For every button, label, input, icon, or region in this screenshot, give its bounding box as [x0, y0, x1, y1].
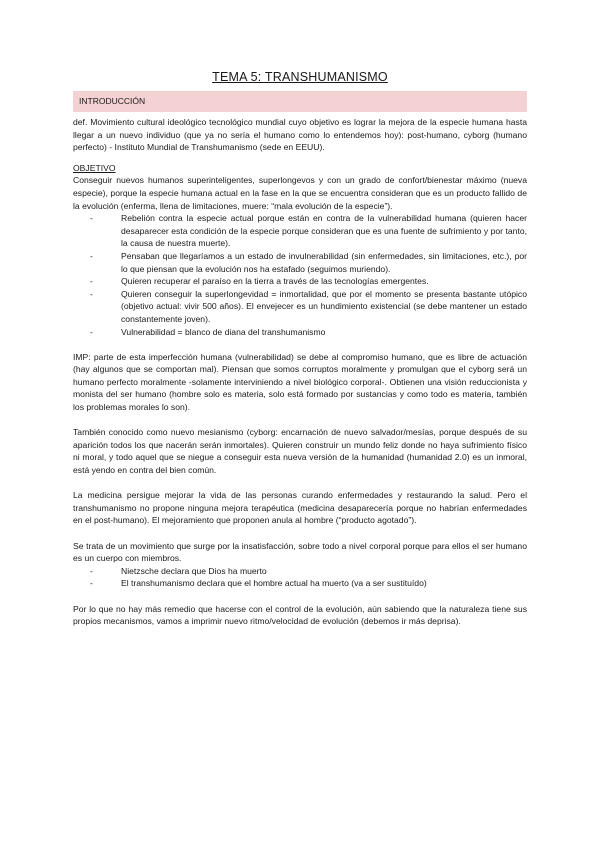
- list-item: - Rebelión contra la especie actual porque están en contra de la vulnerabilidad humana (quieren hacer desaparecer esta condición de la especie porque consideran que es una fuente de sufrimiento y por tanto, la causa de nuestra muerte).: [90, 212, 527, 250]
- list-item: - Vulnerabilidad = blanco de diana del transhumanismo: [90, 326, 527, 339]
- list-item: - Nietzsche declara que Dios ha muerto: [90, 565, 527, 578]
- page-title: TEMA 5: TRANSHUMANISMO: [212, 70, 388, 84]
- list-item: - El transhumanismo declara que el hombre actual ha muerto (va a ser sustituído): [90, 577, 527, 590]
- imp-paragraph: IMP: parte de esta imperfección humana (vulnerabilidad) se debe al compromiso humano, que es libre de actuación (hay algunos que se comportan mal). Piensan que somos corruptos moralmente y promulgan que el cyborg será un humano perfecto moralmente -solamente interviniendo a nivel biológico corporal-. Obtienen una visión reduccionista y monista del ser humano (hombre solo es materia, solo está formado por sustancias y como todo es materia, también los problemas morales lo son).: [73, 351, 527, 413]
- list-item: - Quieren conseguir la superlongevidad = inmortalidad, que por el momento se presenta bastante utópico (objetivo actual: vivir 500 años). El envejecer es un hundimiento existencial (se debe mantener un estado constantemente joven).: [90, 288, 527, 326]
- conclusion-paragraph: Por lo que no hay más remedio que hacerse con el control de la evolución, aún sabiendo que la naturaleza tiene sus propios mecanismos, vamos a imprimir nuevo ritmo/velocidad de evolución (debemos ir más deprisa).: [73, 603, 527, 627]
- mesianismo-paragraph: También conocido como nuevo mesianismo (cyborg: encarnación de nuevo salvador/mesías, porque después de su aparición todos los que nacerán serán inmortales). Quieren construir un mundo feliz donde no haya sufrimiento físico ni moral, y todo aquel que se niegue a conseguir esta nueva versión de la humanidad (humanidad 2.0) es un inmoral, está yendo en contra del bien común.: [73, 427, 527, 476]
- definition-paragraph: def. Movimiento cultural ideológico tecnológico mundial cuyo objetivo es lograr la mejora de la especie humana hasta llegar a un nuevo individuo (que ya no sería el humano como lo entendemos hoy): post-humano, cyborg (humano perfecto) - Instituto Mundial de Transhumanismo (sede en EEUU).: [73, 117, 527, 153]
- section-heading-introduccion: INTRODUCCIÓN: [73, 91, 527, 112]
- medicina-paragraph: La medicina persigue mejorar la vida de las personas curando enfermedades y restaurando la salud. Pero el transhumanismo no propone ninguna mejora terapéutica (medicina desaparecería porque no habrían enfermedades en el post-humano). El mejoramiento que proponen anula al hombre (“producto agotado”).: [73, 490, 527, 526]
- objective-paragraph: Conseguir nuevos humanos superinteligentes, superlongevos y con un grado de confort/bienestar máximo (nueva especie), porque la especie humana actual en la fase en la que se encuentra consideran que es un producto fallido de la evolución (enferma, llena de limitaciones, muere: “mala evolución de la especie”).: [73, 175, 527, 211]
- list-item: - Pensaban que llegaríamos a un estado de invulnerabilidad (sin enfermedades, sin limitaciones, etc.), por lo que piensan que la evolución nos ha estafado (seguimos muriendo).: [90, 250, 527, 275]
- insatisfaccion-paragraph: Se trata de un movimiento que surge por la insatisfacción, sobre todo a nivel corporal porque para ellos el ser humano es un cuerpo con miembros.: [73, 540, 527, 564]
- insatisfaccion-list: [73, 565, 527, 590]
- document-page: [73, 70, 527, 628]
- objective-list: [73, 212, 527, 338]
- list-item: - Quieren recuperar el paraíso en la tierra a través de las tecnologías emergentes.: [90, 275, 527, 288]
- objective-heading: OBJETIVO: [73, 162, 116, 173]
